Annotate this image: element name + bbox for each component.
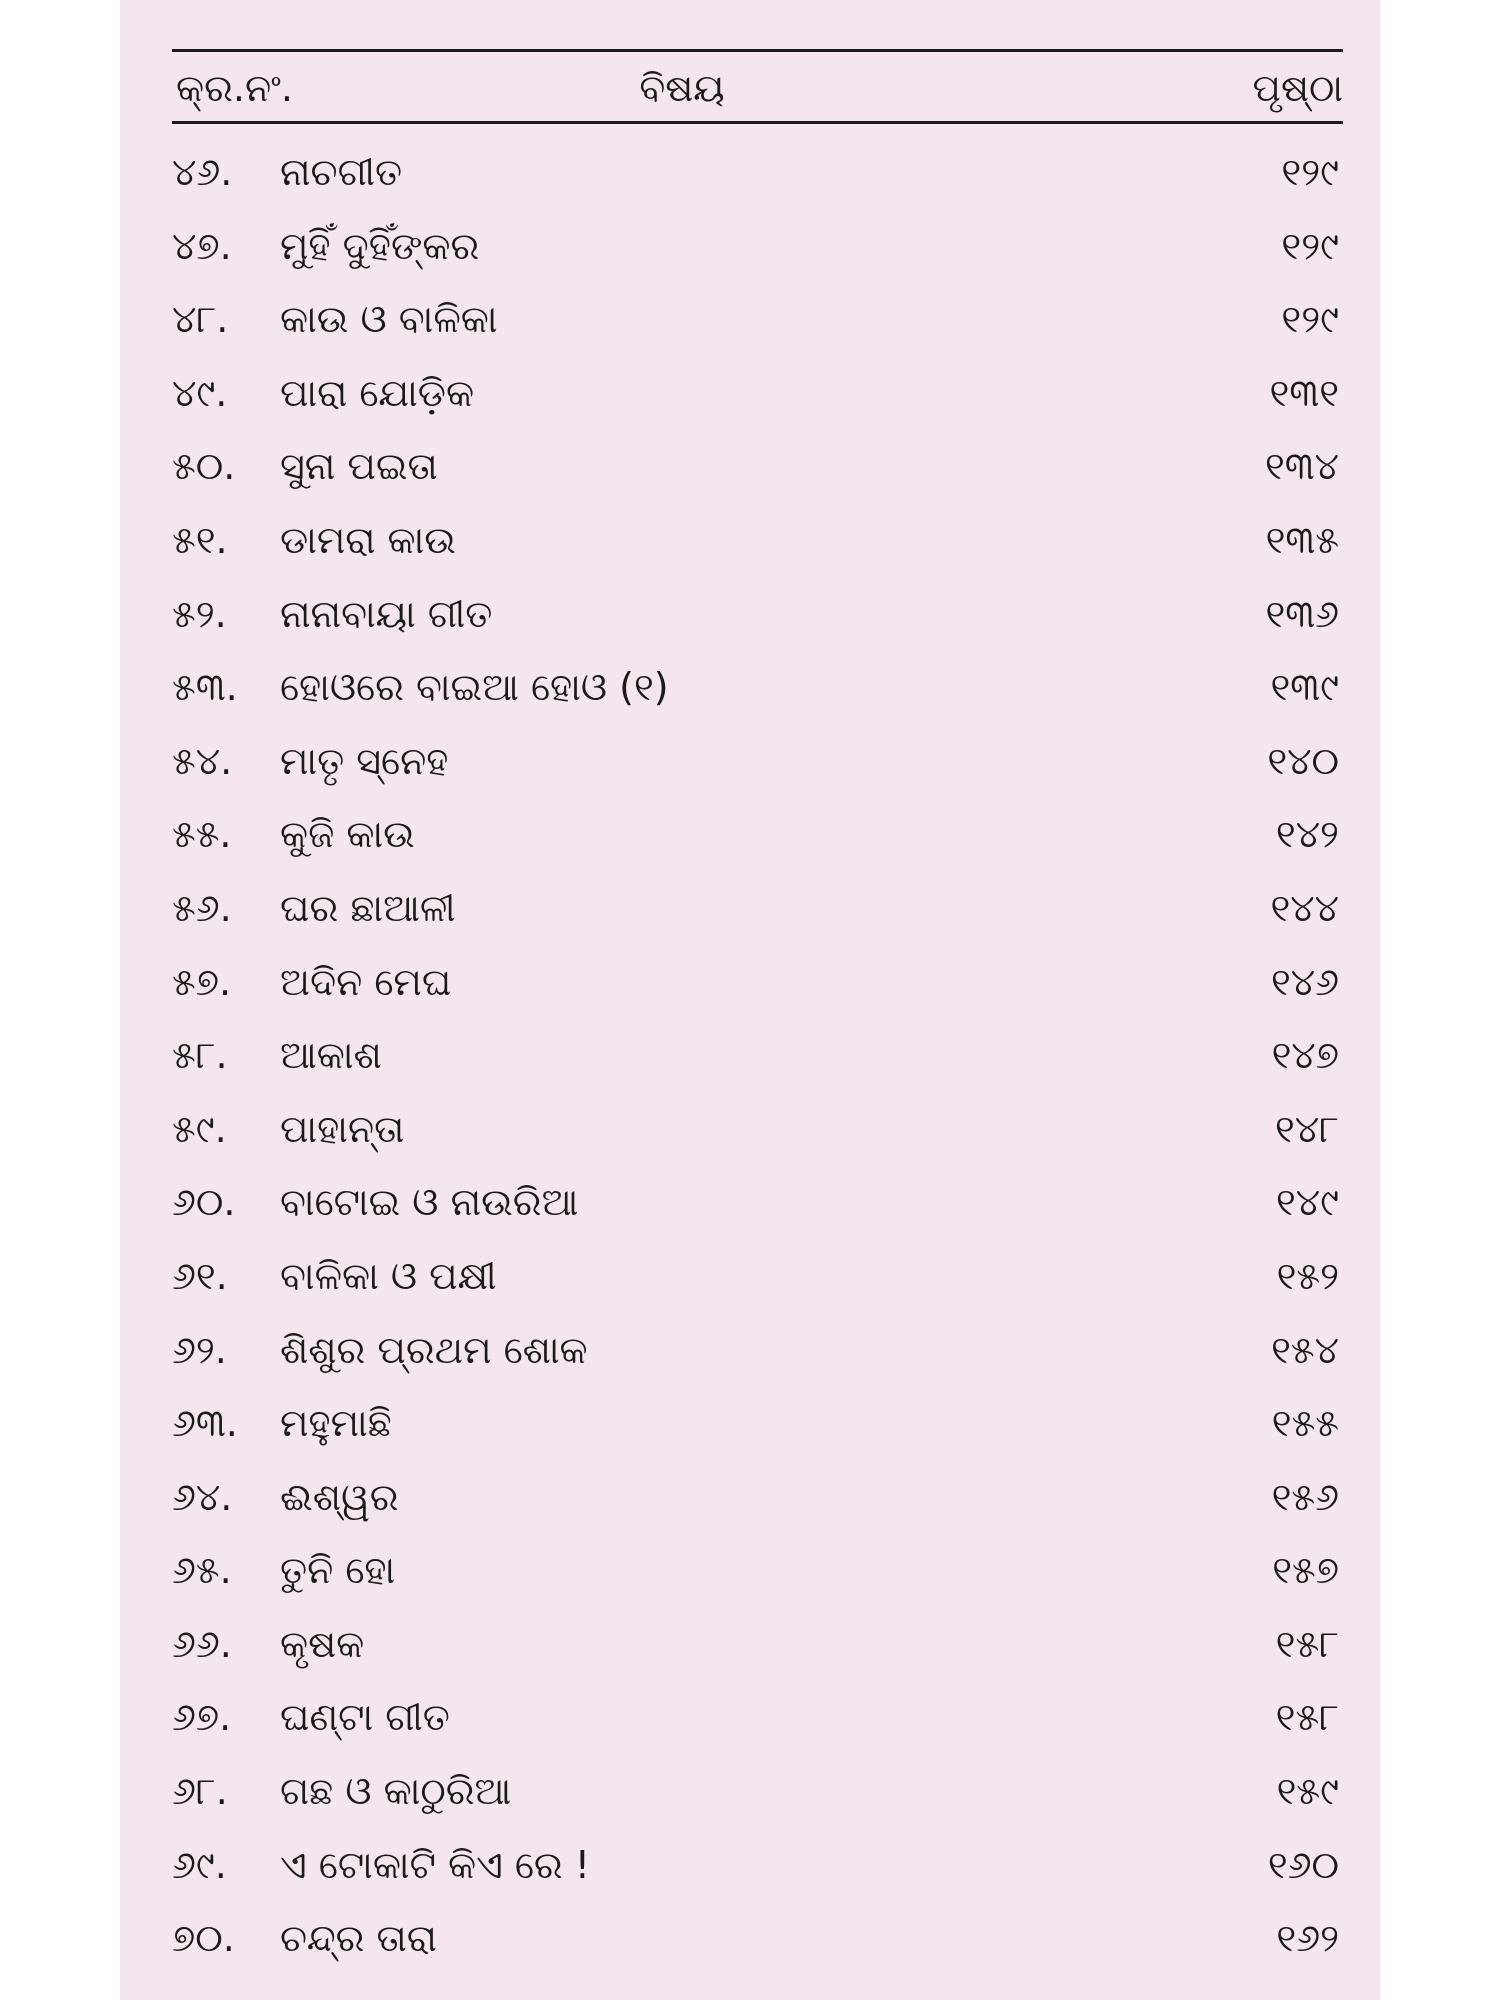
entry-page: ୧୪୭ — [1271, 1033, 1339, 1078]
entry-page: ୧୫୯ — [1276, 1769, 1339, 1814]
subject-header: ବିଷୟ — [639, 66, 725, 110]
toc-row — [172, 1314, 1343, 1388]
entry-title: ଚନ୍ଦ୍ର ତାରା — [280, 1916, 437, 1961]
entry-number: ୫୯. — [172, 1106, 227, 1151]
entry-number: ୫୮. — [172, 1033, 228, 1078]
toc-row — [172, 1461, 1343, 1535]
toc-row — [172, 136, 1343, 210]
entry-number: ୫୨. — [172, 591, 227, 636]
toc-row — [172, 1019, 1343, 1093]
entry-page: ୧୫୮ — [1275, 1621, 1339, 1666]
entry-page: ୧୩୫ — [1265, 517, 1339, 562]
toc-row — [172, 1755, 1343, 1829]
entry-page: ୧୪୯ — [1275, 1180, 1339, 1225]
entry-title: ଘର ଛାଆଳୀ — [280, 885, 456, 930]
entry-title: ନାନାବାୟା ଗୀତ — [280, 591, 493, 636]
toc-row — [172, 1902, 1343, 1976]
entry-title: କାଉ ଓ ବାଳିକା — [280, 297, 498, 342]
entry-number: ୬୭. — [172, 1695, 232, 1740]
entry-number: ୫୬. — [172, 885, 232, 930]
entry-title: ଈଶ୍ୱର — [280, 1474, 399, 1519]
entry-title: ଅଦିନ ମେଘ — [280, 959, 452, 1004]
entry-title: କୁଜି କାଉ — [280, 812, 415, 857]
toc-row — [172, 1093, 1343, 1167]
entry-number: ୬୨. — [172, 1327, 227, 1372]
entry-page: ୧୨୯ — [1281, 223, 1339, 268]
entry-title: ଘଣ୍ଟା ଗୀତ — [280, 1695, 450, 1740]
table-header — [172, 58, 1343, 118]
entry-title: ଗଛ ଓ କାଠୁରିଆ — [280, 1769, 512, 1814]
entry-page: ୧୪୬ — [1270, 959, 1339, 1004]
entry-page: ୧୩୪ — [1264, 444, 1339, 489]
entry-number: ୬୯. — [172, 1842, 227, 1887]
entry-number: ୬୬. — [172, 1621, 232, 1666]
entry-number: ୪୭. — [172, 223, 232, 268]
toc-row — [172, 946, 1343, 1020]
entry-title: ଡାମରା କାଉ — [280, 517, 456, 562]
toc-row — [172, 798, 1343, 872]
entry-page: ୧୫୭ — [1272, 1548, 1339, 1593]
top-rule — [172, 49, 1343, 52]
entry-number: ୫୩. — [172, 665, 238, 710]
entry-title: ବାଳିକା ଓ ପକ୍ଷୀ — [280, 1253, 497, 1298]
toc-row — [172, 1534, 1343, 1608]
entry-number: ୬୩. — [172, 1401, 238, 1446]
toc-row — [172, 651, 1343, 725]
entry-page: ୧୫୨ — [1276, 1253, 1339, 1298]
entry-number: ୭୦. — [172, 1916, 235, 1961]
entry-page: ୧୬୨ — [1276, 1916, 1339, 1961]
entry-number: ୬୧. — [172, 1253, 228, 1298]
entry-number: ୫୦. — [172, 444, 236, 489]
entry-title: ହୋଓରେ ବାଇଆ ହୋଓ (୧) — [280, 665, 669, 710]
entry-page: ୧୪୮ — [1275, 1106, 1339, 1151]
entry-title: କୃଷକ — [280, 1621, 365, 1666]
toc-row — [172, 1166, 1343, 1240]
serial-number-header: କ୍ର.ନଂ. — [176, 66, 293, 110]
toc-row — [172, 357, 1343, 431]
entry-page: ୧୪୨ — [1275, 812, 1339, 857]
entry-page: ୧୨୯ — [1281, 150, 1339, 194]
toc-row — [172, 210, 1343, 284]
toc-row — [172, 872, 1343, 946]
entry-number: ୪୯. — [172, 370, 228, 415]
entry-page: ୧୩୯ — [1270, 665, 1339, 710]
toc-row — [172, 1240, 1343, 1314]
toc-row — [172, 1608, 1343, 1682]
entry-page: ୧୫୬ — [1271, 1474, 1339, 1519]
toc-row — [172, 283, 1343, 357]
entry-page: ୧୫୮ — [1275, 1695, 1339, 1740]
entry-number: ୬୪. — [172, 1474, 233, 1519]
entry-page: ୧୪୪ — [1270, 885, 1339, 930]
entry-number: ୬୦. — [172, 1180, 236, 1225]
entry-number: ୪୮. — [172, 297, 229, 342]
entry-title: ଏ ଟୋକାଟି କିଏ ରେ ! — [280, 1842, 591, 1887]
entry-title: ଶିଶୁର ପ୍ରଥମ ଶୋକ — [280, 1327, 588, 1372]
entry-title: ତୁନି ହୋ — [280, 1548, 396, 1593]
entry-title: ମୁହିଁ ଦୁହିଁଙ୍କର — [280, 223, 480, 268]
header-rule — [172, 121, 1343, 124]
entry-number: ୪୬. — [172, 150, 233, 194]
entry-page: ୧୫୫ — [1271, 1401, 1339, 1446]
entry-page: ୧୩୬ — [1265, 591, 1339, 636]
entry-number: ୫୫. — [172, 812, 232, 857]
toc-row — [172, 430, 1343, 504]
entry-page: ୧୨୯ — [1281, 297, 1339, 342]
entry-number: ୫୭. — [172, 959, 232, 1004]
page-number-header: ପୃଷ୍ଠା — [1252, 66, 1343, 110]
entry-title: ଆକାଶ — [280, 1033, 382, 1078]
toc-row — [172, 1829, 1343, 1903]
toc-row — [172, 578, 1343, 652]
toc-row — [172, 725, 1343, 799]
entry-page: ୧୫୪ — [1271, 1327, 1339, 1372]
entry-title: ସୁନା ପଇତା — [280, 444, 438, 489]
entry-number: ୬୮. — [172, 1769, 228, 1814]
entry-title: ନାଚଗୀତ — [280, 150, 403, 194]
entry-page: ୧୬୦ — [1267, 1842, 1339, 1887]
entry-title: ବାଟୋଇ ଓ ନାଉରିଆ — [280, 1180, 579, 1225]
entry-number: ୫୧. — [172, 517, 228, 562]
table-of-contents — [172, 136, 1343, 1976]
entry-title: ମହୁମାଛି — [280, 1401, 392, 1446]
toc-row — [172, 1681, 1343, 1755]
entry-title: ପାରା ଯୋଡ଼ିକ — [280, 370, 475, 415]
entry-page: ୧୩୧ — [1269, 370, 1339, 415]
toc-row — [172, 1387, 1343, 1461]
entry-number: ୬୫. — [172, 1548, 232, 1593]
entry-page: ୧୪୦ — [1267, 738, 1339, 783]
entry-title: ପାହାନ୍ତା — [280, 1106, 405, 1151]
entry-title: ମାତୃ ସ୍ନେହ — [280, 738, 449, 783]
entry-number: ୫୪. — [172, 738, 233, 783]
toc-row — [172, 504, 1343, 578]
